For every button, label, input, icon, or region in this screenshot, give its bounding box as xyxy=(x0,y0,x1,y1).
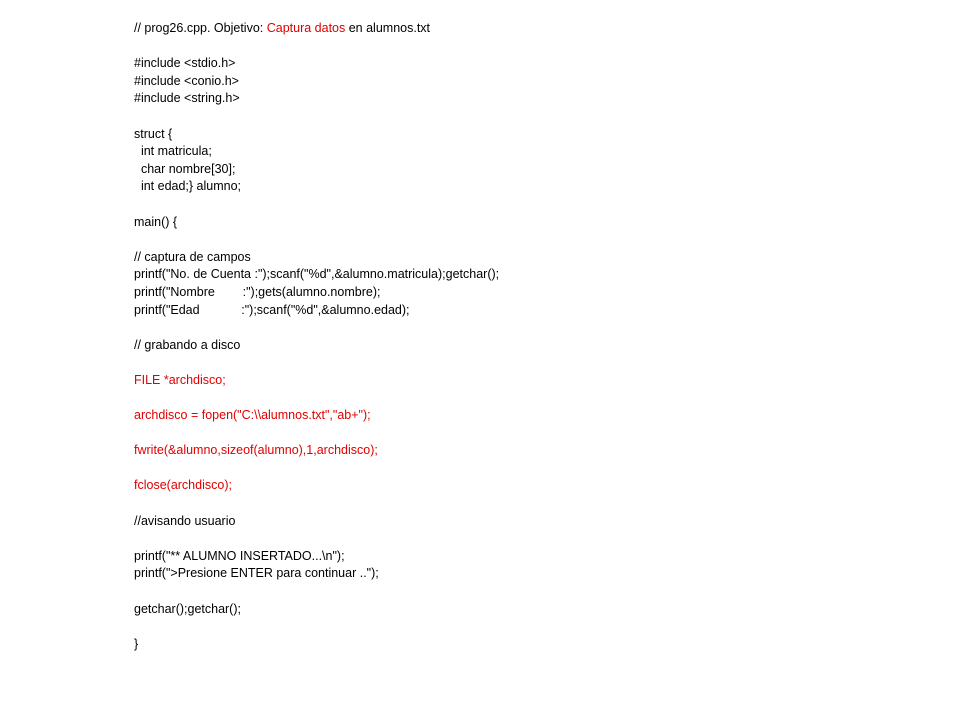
highlighted-code-text: Captura datos xyxy=(266,21,346,35)
code-line xyxy=(134,425,934,443)
code-text: #include <stdio.h> xyxy=(134,56,236,71)
code-text: printf(">Presione ENTER para continuar .."); xyxy=(134,566,379,581)
highlighted-code-text: FILE *archdisco; xyxy=(134,372,226,387)
code-line xyxy=(134,73,934,91)
code-text: #include <conio.h> xyxy=(134,73,239,88)
code-line xyxy=(134,513,934,531)
code-text: } xyxy=(134,636,139,651)
code-line xyxy=(134,214,934,232)
code-text: printf("Edad :");scanf("%d",&alumno.edad); xyxy=(134,302,410,317)
code-line xyxy=(134,266,934,284)
code-text: char nombre[30]; xyxy=(134,161,236,176)
highlighted-code-text: archdisco = fopen("C:\\alumnos.txt","ab+"); xyxy=(134,408,371,423)
code-text: // grabando a disco xyxy=(134,337,241,352)
code-line xyxy=(134,354,934,372)
code-line xyxy=(134,20,934,38)
code-line xyxy=(134,178,934,196)
code-line xyxy=(134,548,934,566)
code-text: main() { xyxy=(134,214,178,229)
code-line xyxy=(134,460,934,478)
code-line xyxy=(134,55,934,73)
code-line xyxy=(134,126,934,144)
code-text: // captura de campos xyxy=(134,249,251,264)
code-line xyxy=(134,618,934,636)
code-text: struct { xyxy=(134,126,173,141)
code-line xyxy=(134,161,934,179)
highlighted-code-text: fclose(archdisco); xyxy=(134,478,232,493)
code-line xyxy=(134,442,934,460)
code-line xyxy=(134,495,934,513)
code-text: printf("** ALUMNO INSERTADO...\n"); xyxy=(134,548,345,563)
code-line xyxy=(134,196,934,214)
code-line xyxy=(134,583,934,601)
code-text: getchar();getchar(); xyxy=(134,601,241,616)
code-line xyxy=(134,231,934,249)
code-line xyxy=(134,477,934,495)
code-line xyxy=(134,90,934,108)
code-line xyxy=(134,407,934,425)
code-line xyxy=(134,636,934,654)
code-line xyxy=(134,601,934,619)
code-line xyxy=(134,302,934,320)
code-text: printf("Nombre :");gets(alumno.nombre); xyxy=(134,284,381,299)
code-line xyxy=(134,337,934,355)
code-text: //avisando usuario xyxy=(134,513,236,528)
code-line xyxy=(134,565,934,583)
code-line xyxy=(134,530,934,548)
highlighted-code-text: fwrite(&alumno,sizeof(alumno),1,archdisco); xyxy=(134,443,378,458)
code-text: int edad;} alumno; xyxy=(134,179,242,194)
code-text: #include <string.h> xyxy=(134,91,240,106)
code-text: // prog26.cpp. Objetivo: xyxy=(134,21,267,35)
code-listing xyxy=(134,20,934,653)
code-line xyxy=(134,372,934,390)
code-line xyxy=(134,249,934,267)
code-line xyxy=(134,284,934,302)
code-line xyxy=(134,38,934,56)
code-line xyxy=(134,108,934,126)
code-text: int matricula; xyxy=(134,144,212,159)
code-text: printf("No. de Cuenta :");scanf("%d",&alumno.matricula);getchar(); xyxy=(134,267,500,282)
code-line xyxy=(134,389,934,407)
code-line xyxy=(134,143,934,161)
code-line xyxy=(134,319,934,337)
code-text: en alumnos.txt xyxy=(345,21,431,35)
